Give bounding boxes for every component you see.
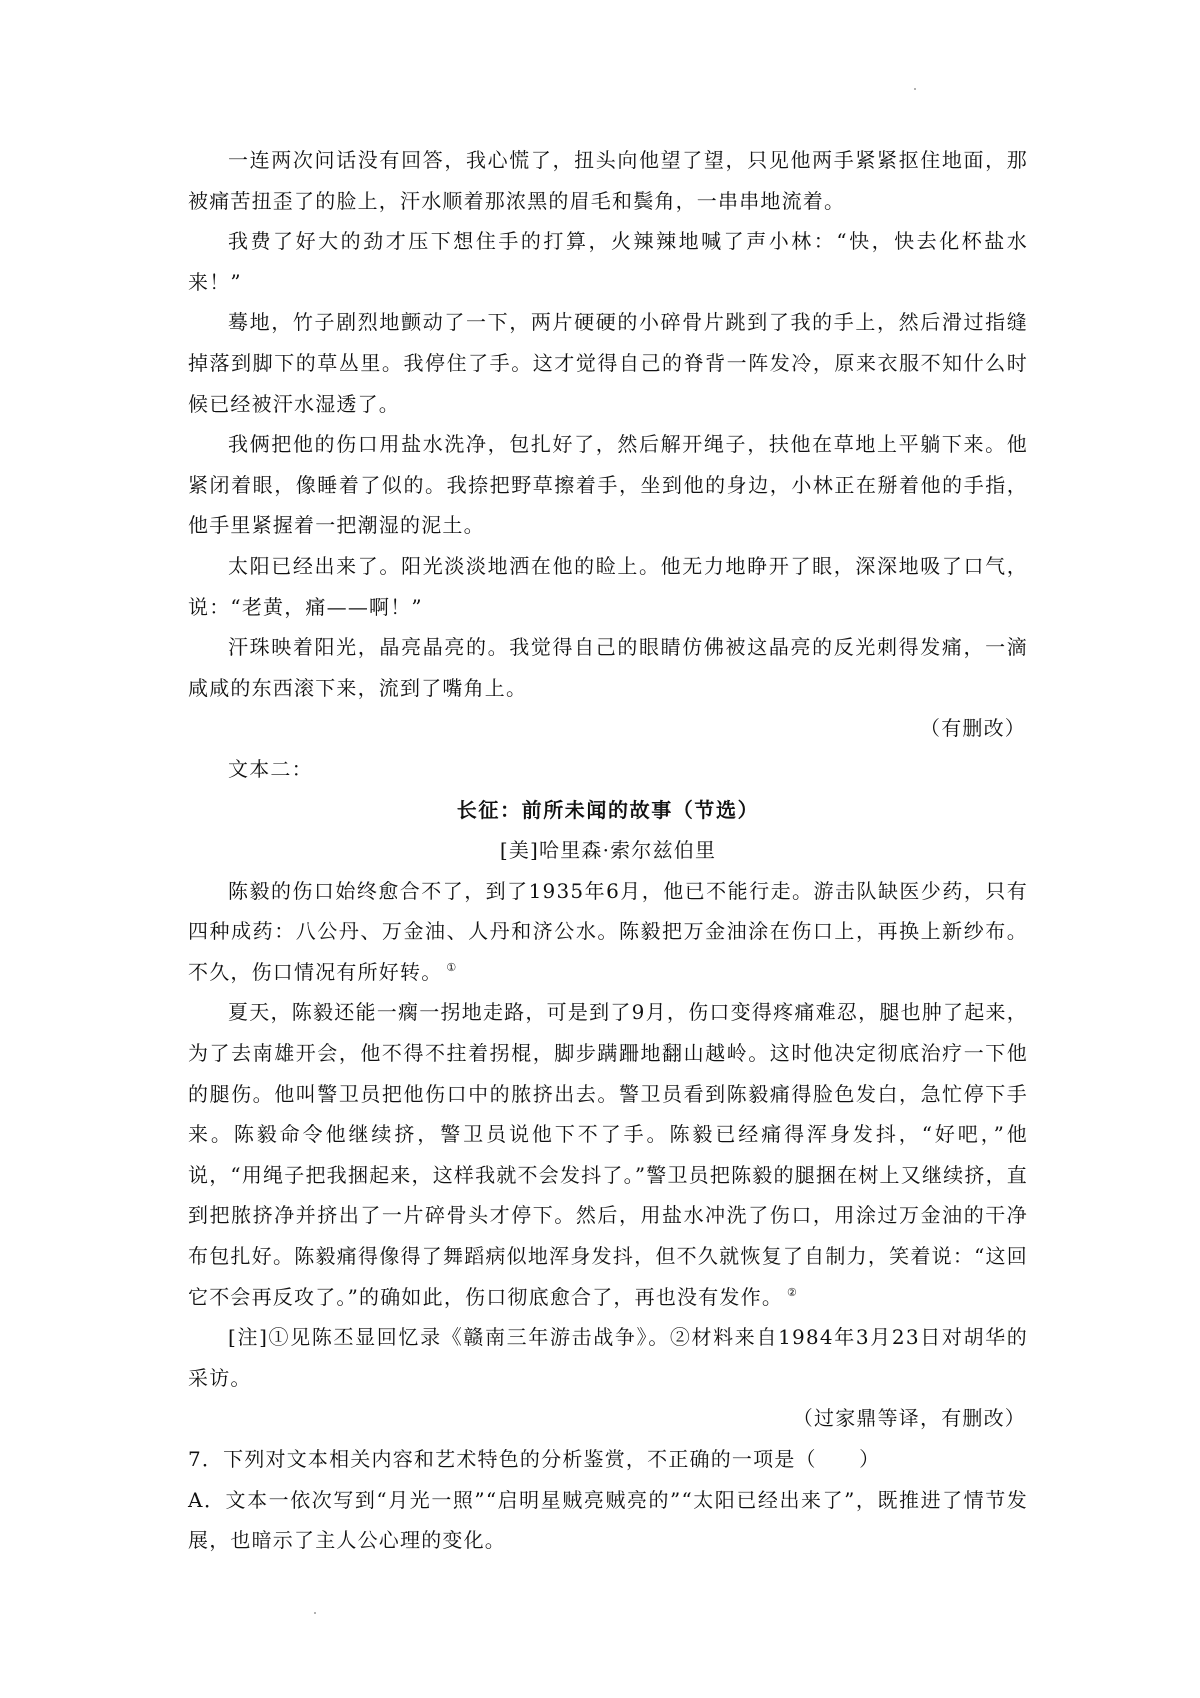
passage-two-paragraph-text: 陈毅的伤口始终愈合不了，到了1935年6月，他已不能行走。游击队缺医少药，只有四种成药：八公丹、万金油、人丹和济公水。陈毅把万金油涂在伤口上，再换上新纱布。不久，伤口情况有所好转。 (188, 878, 1028, 984)
passage-two-author: [美]哈里森·索尔兹伯里 (499, 838, 717, 863)
passage-two-source-note: （过家鼎等译，有删改） (792, 1406, 1026, 1431)
passage-one-paragraph: 蓦地，竹子剧烈地颤动了一下，两片硬硬的小碎骨片跳到了我的手上，然后滑过指缝掉落到脚下的草丛里。我停住了手。这才觉得自己的脊背一阵发冷，原来衣服不知什么时候已经被汗水湿透了。 (188, 310, 1028, 416)
passage-two-label: 文本二： (228, 756, 313, 781)
passage-two (188, 749, 1028, 1439)
passage-one-source-note: （有删改） (920, 716, 1026, 741)
question-7 (188, 1439, 1028, 1561)
question-option-a: A．文本一依次写到“月光一照”“启明星贼亮贼亮的”“太阳已经出来了”，既推进了情节发展，也暗示了主人公心理的变化。 (188, 1487, 1028, 1553)
footnote-marker: ① (446, 961, 458, 975)
passage-one-paragraph: 一连两次问话没有回答，我心慌了，扭头向他望了望，只见他两手紧紧抠住地面，那被痛苦扭歪了的脸上，汗水顺着那浓黑的眉毛和鬓角，一串串地流着。 (188, 148, 1028, 213)
passage-one (188, 140, 1028, 749)
question-stem: 7．下列对文本相关内容和艺术特色的分析鉴赏，不正确的一项是（ ） (188, 1447, 881, 1471)
page-content (188, 140, 1028, 1561)
scan-speck (914, 88, 916, 90)
passage-one-paragraph: 太阳已经出来了。阳光淡淡地洒在他的睑上。他无力地睁开了眼，深深地吸了口气，说：“老黄，痛——啊！” (188, 553, 1028, 619)
passage-two-paragraph-text: 夏天，陈毅还能一瘸一拐地走路，可是到了9月，伤口变得疼痛难忍，腿也肿了起来，为了去南雄开会，他不得不拄着拐棍，脚步蹒跚地翻山越岭。这时他决定彻底治疗一下他的腿伤。他叫警卫员把他伤口中的脓挤出去。警卫员看到陈毅痛得脸色发白，急忙停下手来。陈毅命令他继续挤，警卫员说他下不了手。陈毅已经痛得浑身发抖，“好吧，”他说，“用绳子把我捆起来，这样我就不会发抖了。”警卫员把陈毅的腿捆在树上又继续挤，直到把脓挤净并挤出了一片碎骨头才停下。然后，用盐水冲洗了伤口，用涂过万金油的干净布包扎好。陈毅痛得像得了舞蹈病似地浑身发抖，但不久就恢复了自制力，笑着说：“这回它不会再反攻了。”的确如此，伤口彻底愈合了，再也没有发作。 (188, 1000, 1028, 1309)
passage-two-title: 长征：前所未闻的故事（节选） (456, 797, 760, 822)
passage-one-paragraph: 汗珠映着阳光，晶亮晶亮的。我觉得自己的眼睛仿佛被这晶亮的反光刺得发痛，一滴咸咸的东西滚下来，流到了嘴角上。 (188, 635, 1028, 700)
scan-speck (314, 1612, 316, 1614)
passage-two-paragraph (188, 871, 1028, 993)
passage-one-paragraph: 我俩把他的伤口用盐水洗净，包扎好了，然后解开绳子，扶他在草地上平躺下来。他紧闭着眼，像睡着了似的。我捺把野草擦着手，坐到他的身边，小林正在掰着他的手指，他手里紧握着一把潮湿的泥土。 (188, 432, 1028, 538)
footnote-marker: ② (787, 1285, 799, 1299)
passage-two-note: [注]①见陈丕显回忆录《赣南三年游击战争》。②材料来自1984年3月23日对胡华的采访。 (188, 1325, 1028, 1390)
passage-one-paragraph: 我费了好大的劲才压下想住手的打算，火辣辣地喊了声小林：“快，快去化杯盐水来！” (188, 229, 1028, 294)
passage-two-paragraph (188, 992, 1028, 1317)
